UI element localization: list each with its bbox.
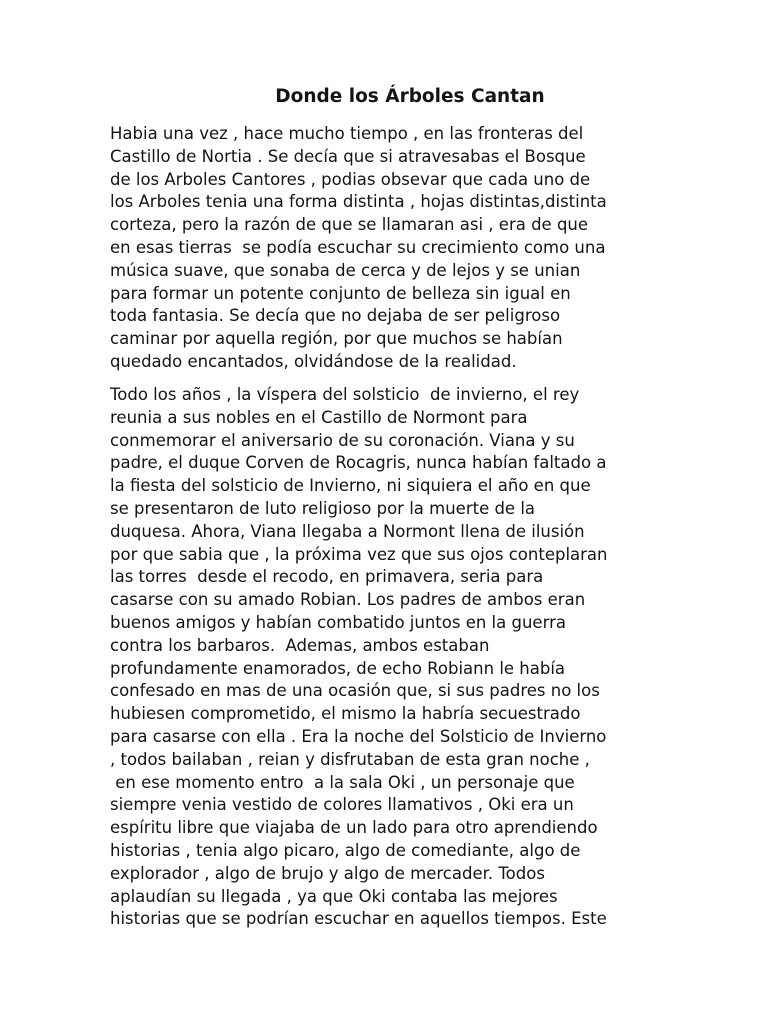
text-line: música suave, que sonaba de cerca y de lejos y se unian [110,260,581,280]
text-line: Castillo de Nortia . Se decía que si atravesabas el Bosque [110,146,586,166]
text-line: historias , tenia algo picaro, algo de comediante, algo de [110,840,581,860]
text-line: por que sabia que , la próxima vez que sus ojos conteplaran [110,544,608,564]
text-line: confesado en mas de una ocasión que, si sus padres no los [110,681,600,701]
text-line: reunia a sus nobles en el Castillo de Normont para [110,407,528,427]
text-line: para casarse con ella . Era la noche del Solsticio de Invierno [110,726,607,746]
text-line: se presentaron de luto religioso por la muerte de la [110,498,536,518]
text-line: en ese momento entro a la sala Oki , un personaje que [110,772,575,792]
text-line: caminar por aquella región, por que muchos se habían [110,329,563,349]
text-line: para formar un potente conjunto de belleza sin igual en [110,283,571,303]
paragraph-2 [110,384,710,931]
text-line: quedado encantados, olvidándose de la realidad. [110,351,517,371]
text-line: casarse con su amado Robian. Los padres de ambos eran [110,590,586,610]
text-line: contra los barbaros. Ademas, ambos estaban [110,635,490,655]
text-line: siempre venia vestido de colores llamativos , Oki era un [110,795,574,815]
text-line: los Arboles tenia una forma distinta , hojas distintas,distinta [110,192,607,212]
text-line: profundamente enamorados, de echo Robiann le había [110,658,566,678]
text-line: la fiesta del solsticio de Invierno, ni siquiera el año en que [110,476,591,496]
text-line: , todos bailaban , reian y disfrutaban de esta gran noche , [110,749,590,769]
paragraph-1 [110,123,710,374]
text-line: las torres desde el recodo, en primavera, seria para [110,567,544,587]
text-line: buenos amigos y habían combatido juntos en la guerra [110,612,566,632]
text-line: Todo los años , la víspera del solsticio de invierno, el rey [110,385,580,404]
text-line: de los Arboles Cantores , podias obsevar que cada uno de [110,169,591,189]
text-line: aplaudían su llegada , ya que Oki contaba las mejores [110,886,558,906]
text-line: espíritu libre que viajaba de un lado para otro aprendiendo [110,818,598,838]
text-line: explorador , algo de brujo y algo de mercader. Todos [110,863,545,883]
text-line: historias que se podrían escuchar en aquellos tiempos. Este [110,909,607,929]
text-line: hubiesen comprometido, el mismo la habría secuestrado [110,704,581,724]
document-title: Donde los Árboles Cantan [275,86,545,107]
text-line: en esas tierras se podía escuchar su crecimiento como una [110,237,606,257]
text-line: duquesa. Ahora, Viana llegaba a Normont llena de ilusión [110,521,585,541]
text-line: padre, el duque Corven de Rocagris, nunca habían faltado a [110,453,607,473]
text-line: toda fantasia. Se decía que no dejaba de ser peligroso [110,306,561,326]
text-line: corteza, pero la razón de que se llamaran asi , era de que [110,215,589,235]
text-line: conmemorar el aniversario de su coronación. Viana y su [110,430,575,450]
text-line: Habia una vez , hace mucho tiempo , en las fronteras del [110,124,584,143]
